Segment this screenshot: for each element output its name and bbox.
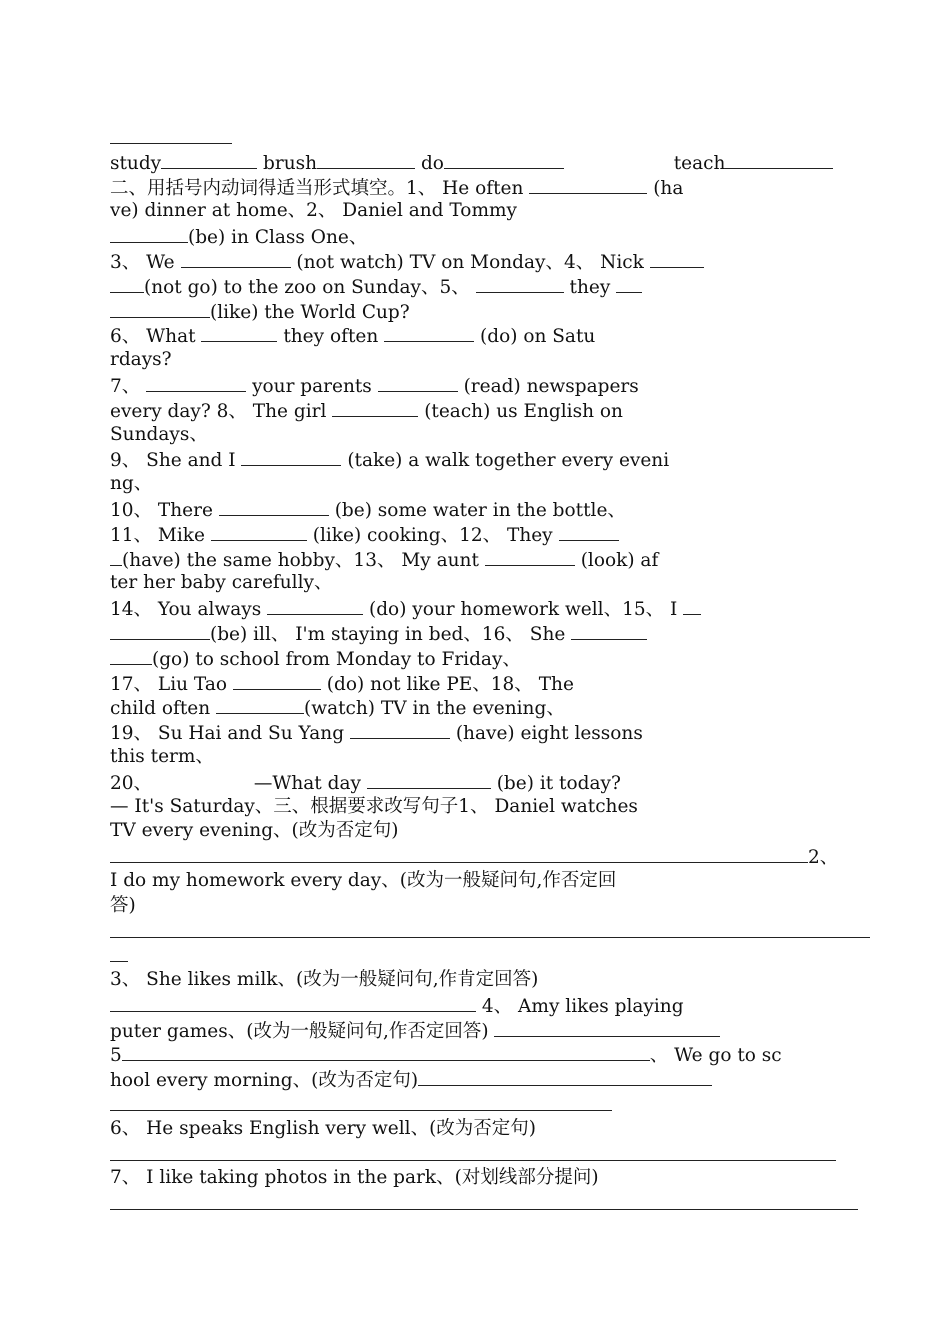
answer-line[interactable] (110, 943, 128, 962)
blank[interactable] (476, 274, 564, 293)
line-12: every day? 8、 The girl (teach) us English on (110, 398, 880, 423)
answer-line[interactable] (110, 844, 808, 863)
line-16: 10、 There (be) some water in the bottle、 (110, 497, 880, 522)
line-43: 7、 I like taking photos in the park、(对划线部分提问) (110, 1167, 599, 1189)
line-23: 17、 Liu Tao (do) not like PE、18、 The (110, 671, 880, 696)
line-44 (110, 1191, 880, 1216)
line-3: 二、用括号内动词得适当形式填空。1、 He often (ha (110, 175, 880, 200)
line-19: ter her baby carefully、 (110, 572, 333, 594)
blank[interactable] (725, 150, 833, 169)
answer-line[interactable] (494, 1018, 720, 1037)
line-41: 6、 He speaks English very well、(改为否定句) (110, 1117, 537, 1139)
blank[interactable] (485, 547, 575, 566)
line-31: I do my homework every day、(改为一般疑问句,作否定回 (110, 869, 617, 891)
line-27: 20、 —What day (be) it today? (110, 770, 880, 795)
line-7: (not go) to the zoo on Sunday、5、 they (110, 274, 880, 299)
line-30: 2、 (110, 844, 880, 869)
answer-line[interactable] (110, 993, 476, 1012)
blank[interactable] (110, 224, 188, 243)
blank[interactable] (616, 274, 642, 293)
line-33 (110, 919, 880, 944)
blank[interactable] (201, 323, 277, 342)
line-37: puter games、(改为一般疑问句,作否定回答) (110, 1018, 880, 1043)
answer-line[interactable] (110, 919, 870, 938)
blank[interactable] (367, 770, 491, 789)
line-14: 9、 She and I (take) a walk together every eveni (110, 447, 880, 472)
answer-line[interactable] (110, 1092, 612, 1111)
blank[interactable] (110, 547, 122, 566)
line-42 (110, 1142, 880, 1167)
line-32: 答) (110, 894, 136, 916)
line-18: (have) the same hobby、13、 My aunt (look) af (110, 547, 880, 572)
answer-line[interactable] (110, 1191, 858, 1210)
line-28: — It's Saturday、三、根据要求改写句子1、 Daniel watches (110, 795, 638, 817)
line-8: (like) the World Cup? (110, 299, 880, 324)
blank[interactable] (161, 150, 257, 169)
answer-line[interactable] (122, 1042, 650, 1061)
blank[interactable] (350, 720, 450, 739)
blank[interactable] (559, 522, 619, 541)
blank[interactable] (267, 596, 363, 615)
blank[interactable] (650, 249, 704, 268)
worksheet-page (110, 125, 880, 1216)
blank[interactable] (146, 373, 246, 392)
line-10: rdays? (110, 349, 172, 371)
answer-line[interactable] (110, 1142, 836, 1161)
line-20: 14、 You always (do) your homework well、15、 I (110, 596, 880, 621)
line-9: 6、 What they often (do) on Satu (110, 323, 880, 348)
blank[interactable] (219, 497, 329, 516)
line-1 (110, 125, 880, 150)
blank[interactable] (317, 150, 415, 169)
line-4: ve) dinner at home、2、 Daniel and Tommy (110, 200, 517, 222)
line-22: (go) to school from Monday to Friday、 (110, 646, 880, 671)
line-34 (110, 943, 880, 968)
line-11: 7、 your parents (read) newspapers (110, 373, 880, 398)
line-39: hool every morning、(改为否定句) (110, 1067, 880, 1092)
line-2: study brush do teach (110, 150, 880, 175)
blank[interactable] (233, 671, 321, 690)
blank[interactable] (110, 274, 144, 293)
blank[interactable] (529, 175, 647, 194)
line-36: 4、 Amy likes playing (110, 993, 880, 1018)
line-38: 5 、 We go to sc (110, 1042, 880, 1067)
line-25: 19、 Su Hai and Su Yang (have) eight lessons (110, 720, 880, 745)
blank[interactable] (384, 323, 474, 342)
blank[interactable] (332, 398, 418, 417)
line-6: 3、 We (not watch) TV on Monday、4、 Nick (110, 249, 880, 274)
blank[interactable] (110, 125, 232, 144)
blank[interactable] (110, 299, 210, 318)
line-15: ng、 (110, 473, 153, 495)
blank[interactable] (378, 373, 458, 392)
line-17: 11、 Mike (like) cooking、12、 They (110, 522, 880, 547)
blank[interactable] (181, 249, 291, 268)
blank[interactable] (211, 522, 307, 541)
blank[interactable] (444, 150, 564, 169)
line-26: this term、 (110, 745, 214, 767)
line-24: child often (watch) TV in the evening、 (110, 695, 880, 720)
blank[interactable] (241, 447, 341, 466)
blank[interactable] (110, 646, 152, 665)
blank[interactable] (571, 621, 647, 640)
line-40 (110, 1092, 880, 1117)
blank[interactable] (110, 621, 210, 640)
line-13: Sundays、 (110, 423, 208, 445)
line-21: (be) ill、 I'm staying in bed、16、 She (110, 621, 880, 646)
blank[interactable] (216, 695, 304, 714)
line-5: (be) in Class One、 (110, 224, 880, 249)
blank[interactable] (683, 596, 701, 615)
line-29: TV every evening、(改为否定句) (110, 820, 399, 842)
answer-line[interactable] (418, 1067, 712, 1086)
line-35: 3、 She likes milk、(改为一般疑问句,作肯定回答) (110, 969, 539, 991)
